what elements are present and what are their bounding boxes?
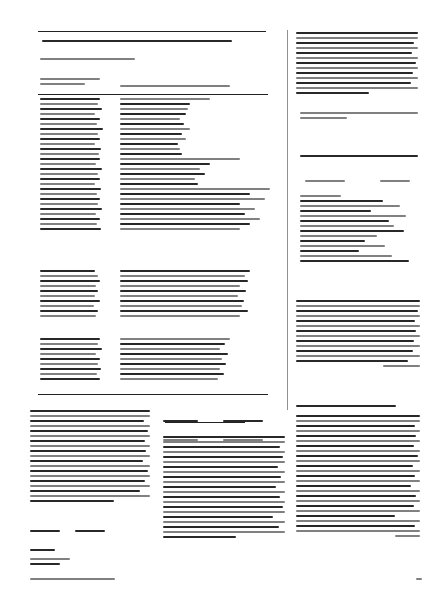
column-left-paragraph xyxy=(30,410,150,505)
column-right-paragraph-4 xyxy=(296,415,420,540)
page-number xyxy=(416,578,422,583)
page-footer xyxy=(30,578,115,583)
column-middle-paragraph xyxy=(163,436,285,541)
table-header-rule xyxy=(38,94,268,95)
table-body-group-3-right xyxy=(120,338,280,383)
header-text xyxy=(42,40,232,45)
column-right-heading xyxy=(300,155,418,160)
header-rule xyxy=(38,31,266,32)
column-right-list xyxy=(300,195,418,265)
table-body-group-1-right xyxy=(120,98,280,233)
column-left-equation xyxy=(30,520,140,568)
column-separator xyxy=(287,30,288,410)
table-bottom-rule xyxy=(38,394,268,395)
column-right-heading-2 xyxy=(296,405,396,410)
column-right-paragraph-1 xyxy=(296,32,418,97)
table-body-group-2-right xyxy=(120,270,280,320)
column-right-equation-1 xyxy=(305,170,415,189)
table-column-header-right xyxy=(120,85,230,90)
column-right-paragraph-3 xyxy=(296,300,420,370)
column-right-paragraph-2 xyxy=(300,112,418,122)
column-middle-rule xyxy=(165,422,245,423)
table-title xyxy=(40,58,135,63)
